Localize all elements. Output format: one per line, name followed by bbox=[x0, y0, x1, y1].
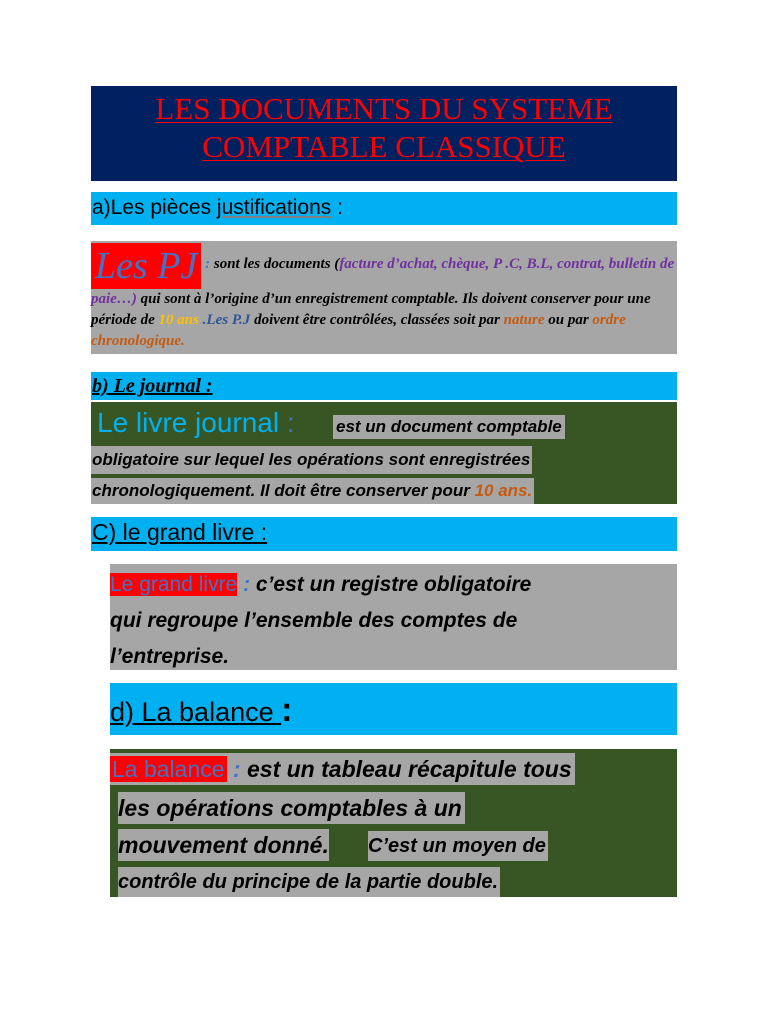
pj-text-8: nature bbox=[503, 312, 545, 328]
section-a-box bbox=[91, 241, 677, 354]
pj-colon: : bbox=[201, 256, 214, 272]
section-a-underlined: justifications bbox=[216, 196, 332, 219]
section-b-line-1: est un document comptable bbox=[333, 415, 565, 439]
section-d-line-3a: mouvement donné. bbox=[118, 829, 329, 861]
section-d-heading bbox=[110, 683, 677, 735]
section-b-line-3 bbox=[91, 478, 534, 504]
pj-text-10: ordre chronologique. bbox=[91, 312, 626, 349]
pj-text-6: Les P.J bbox=[206, 312, 251, 328]
livre-journal-term bbox=[93, 405, 299, 441]
pj-text-3: qui sont à l’origine d’un enregistrement comptable. Ils doivent conserver pour une période de bbox=[91, 291, 651, 328]
page-title bbox=[91, 86, 677, 181]
section-b-heading bbox=[91, 372, 677, 400]
section-c-heading bbox=[91, 517, 677, 551]
section-c-line-2: qui regroupe l’ensemble des comptes de bbox=[110, 609, 518, 632]
section-d-line-1-text: est un tableau récapitule tous bbox=[240, 756, 572, 782]
section-a-paragraph bbox=[91, 243, 677, 352]
section-c-line-1: c’est un registre obligatoire bbox=[250, 573, 532, 596]
section-c-line-3: l’entreprise. bbox=[110, 645, 230, 668]
section-b-heading-text: b) Le journal : bbox=[92, 375, 213, 397]
section-a-suffix: : bbox=[331, 196, 343, 219]
pj-text-1: sont les documents ( bbox=[213, 256, 340, 272]
balance-term: La balance bbox=[112, 756, 225, 782]
pj-text-9: ou par bbox=[544, 312, 593, 328]
section-c-paragraph bbox=[110, 564, 677, 675]
pj-text-4: 10 ans bbox=[158, 312, 199, 328]
title-line-2: COMPTABLE CLASSIQUE bbox=[202, 129, 566, 164]
pj-text-7: doivent être contrôlées, classées soit par bbox=[250, 312, 504, 328]
section-a-heading bbox=[91, 192, 677, 225]
section-d-line-3b: C’est un moyen de bbox=[368, 831, 548, 861]
title-line-1: LES DOCUMENTS DU SYSTEME bbox=[155, 91, 613, 126]
pj-text-5: . bbox=[198, 312, 207, 328]
section-c-box bbox=[110, 564, 677, 670]
section-d-line-1 bbox=[110, 753, 575, 785]
section-b-line-2: obligatoire sur lequel les opérations sont enregistrées bbox=[91, 446, 532, 474]
section-d-line-4: contrôle du principe de la partie double. bbox=[118, 867, 500, 897]
section-b-line-3-text: chronologiquement. Il doit être conserver pour bbox=[92, 481, 475, 500]
section-c-heading-text: C) le grand livre : bbox=[92, 519, 268, 545]
section-b-line-3-emph: 10 ans. bbox=[474, 481, 533, 500]
section-a-prefix: a)Les pièces bbox=[92, 196, 217, 219]
pj-term: Les PJ bbox=[91, 243, 201, 289]
grand-livre-colon: : bbox=[237, 573, 251, 596]
section-d-line-2: les opérations comptables à un bbox=[118, 792, 465, 824]
balance-colon: : bbox=[226, 756, 241, 782]
livre-journal-term-text: Le livre journal bbox=[97, 407, 280, 438]
livre-journal-colon: : bbox=[279, 407, 295, 438]
section-d-heading-text: d) La balance bbox=[110, 697, 282, 727]
section-d-heading-colon: : bbox=[281, 691, 293, 729]
grand-livre-term: Le grand livre bbox=[110, 573, 238, 596]
pj-text-2: facture d’achat, chèque, P .C, B.L, contrat, bulletin de paie…) bbox=[91, 256, 675, 307]
